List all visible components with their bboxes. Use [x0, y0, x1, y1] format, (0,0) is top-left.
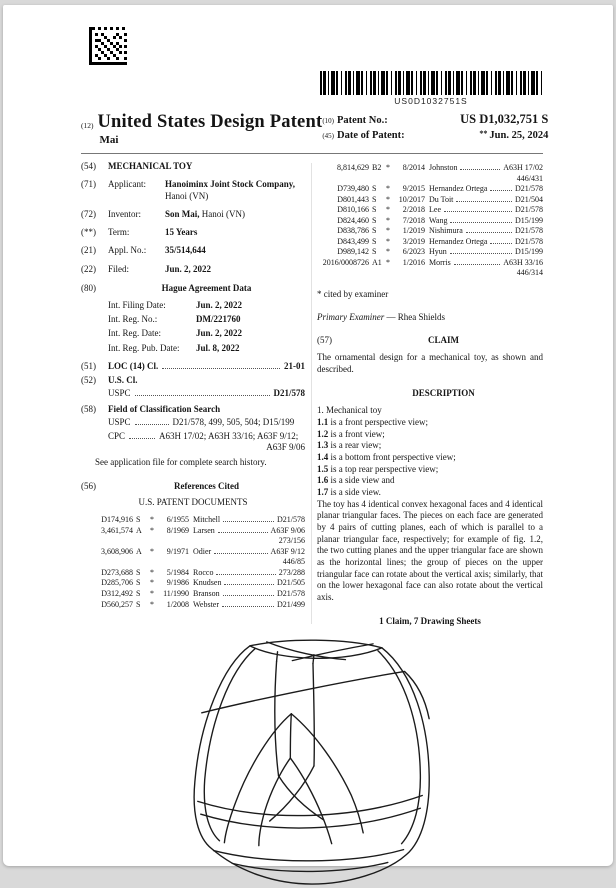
reference-row — [81, 578, 305, 589]
dot-leader — [162, 368, 280, 369]
date-prefix: ** — [479, 129, 488, 138]
ref-star: * — [150, 599, 154, 609]
ref-number: D843,499 — [337, 236, 369, 246]
appl-no-row — [81, 245, 305, 257]
reference-item — [81, 547, 305, 568]
figure-number: 1.5 — [317, 463, 329, 474]
ref-date: 8/1969 — [166, 525, 189, 535]
ref-date: 9/1971 — [166, 546, 189, 556]
ref-date: 8/2014 — [402, 163, 425, 172]
applicant-city: Hanoi (VN) — [165, 190, 209, 201]
right-column — [317, 161, 543, 628]
field-number: (**) — [81, 227, 96, 238]
claims-drawing-sheets-note: 1 Claim, 7 Drawing Sheets — [379, 615, 481, 626]
examiner-name: — Rhea Shields — [386, 311, 445, 322]
ref-name: Du Toit — [429, 194, 454, 204]
uspc-row — [108, 388, 305, 400]
reference-row — [81, 515, 305, 526]
ref-number: 3,608,906 — [101, 546, 133, 556]
ref-classification: D15/199 — [515, 215, 543, 225]
hague-row — [108, 343, 305, 355]
ref-classification: D21/578 — [277, 515, 305, 525]
ref-classification-2: 446/314 — [516, 268, 543, 278]
us-patent-documents-title: U.S. PATENT DOCUMENTS — [138, 497, 248, 508]
field-number: (58) — [81, 403, 96, 414]
field-uspc-row — [108, 417, 305, 429]
loc-class-row — [81, 361, 305, 373]
barcode-text: US0D1032751S — [394, 96, 468, 106]
ref-classification: A63H 17/02 — [503, 163, 543, 172]
field-cpc-value2: A63F 9/06 — [266, 442, 305, 453]
reference-row — [81, 526, 305, 537]
hague-row — [108, 328, 305, 340]
hague-title: Hague Agreement Data — [161, 283, 252, 294]
ref-kind: S — [372, 215, 377, 225]
ref-number: D739,480 — [337, 184, 369, 194]
ref-classification: D21/578 — [515, 205, 543, 215]
ref-kind: S — [136, 588, 141, 598]
figure-text: is a front view; — [330, 428, 385, 439]
ref-kind: S — [372, 226, 377, 236]
reference-item — [317, 247, 543, 258]
reference-row — [81, 589, 305, 600]
ref-date: 11/1990 — [163, 588, 189, 598]
ref-name: Larsen — [193, 525, 215, 535]
ref-classification: A63H 33/16 — [503, 257, 543, 267]
ref-name: Nishimura — [429, 226, 463, 236]
reference-item — [81, 515, 305, 526]
ref-number: 3,461,574 — [101, 525, 133, 535]
ref-classification: D21/578 — [277, 588, 305, 598]
figure-number: 1.1 — [317, 416, 329, 427]
ref-date: 6/2023 — [402, 247, 425, 257]
two-column-body — [81, 161, 543, 628]
header — [81, 112, 549, 146]
description-section-header — [317, 388, 543, 400]
applicant-value — [165, 179, 305, 202]
ref-name: Branson — [193, 588, 220, 598]
ref-number: D838,786 — [337, 226, 369, 236]
column-divider — [305, 161, 317, 628]
ref-classification: D21/578 — [515, 184, 543, 194]
dot-leader — [223, 521, 274, 522]
patent-title: United States Design Patent — [97, 112, 323, 132]
left-references-table — [81, 515, 305, 610]
figure-description-line — [317, 440, 543, 452]
ref-kind: B2 — [372, 163, 382, 172]
ref-date: 3/2019 — [402, 236, 425, 246]
examiner-label: Primary Examiner — [317, 311, 385, 322]
patent-number-value: US D1,032,751 S — [460, 112, 549, 126]
field-uspc-value: D21/578, 499, 505, 504; D15/199 — [172, 416, 295, 427]
ref-classification-2: 446/431 — [516, 173, 543, 183]
figure-description-line — [317, 452, 543, 464]
ref-star: * — [150, 588, 154, 598]
hague-row-label: Int. Filing Date: — [108, 300, 166, 310]
dot-leader — [223, 595, 274, 596]
reference-row — [81, 600, 305, 611]
dot-leader — [450, 222, 512, 223]
ref-date: 9/1986 — [166, 578, 189, 588]
claim-text: The ornamental design for a mechanical toy, as shown and described. — [317, 352, 543, 374]
uspc-value: D21/578 — [273, 388, 305, 399]
figure-description-list — [317, 417, 543, 499]
field-number: (22) — [81, 263, 96, 274]
dot-leader — [218, 532, 268, 533]
reference-row — [317, 195, 543, 206]
ref-star: * — [386, 194, 390, 204]
ref-star: * — [386, 236, 390, 246]
term-label: Term: — [108, 227, 130, 238]
term-row — [81, 227, 305, 239]
ref-classification: D21/578 — [515, 226, 543, 236]
field-number: (71) — [81, 179, 96, 190]
dot-leader — [224, 584, 274, 585]
ref-kind: S — [372, 236, 377, 246]
field-number: (51) — [81, 361, 96, 372]
ref-star: * — [386, 163, 390, 172]
ref-classification: D15/199 — [515, 247, 543, 257]
reference-item — [317, 195, 543, 206]
inventor-row — [81, 209, 305, 221]
figure-number: 1.3 — [317, 440, 329, 451]
hague-row-value: Jun. 2, 2022 — [196, 328, 243, 339]
reference-row — [317, 184, 543, 195]
patent-date-code: (45) — [322, 132, 334, 140]
inventor-label: Inventor: — [108, 209, 141, 220]
ref-star: * — [150, 525, 154, 535]
field-uspc-label: USPC — [108, 416, 131, 427]
ref-star: * — [386, 226, 390, 236]
reference-row — [81, 568, 305, 579]
reference-item — [317, 216, 543, 227]
hague-row-value: Jul. 8, 2022 — [196, 342, 240, 353]
ref-date: 1/2016 — [402, 257, 425, 267]
ref-name: Knudsen — [193, 578, 222, 588]
field-number — [317, 388, 344, 400]
figure-number: 1.6 — [317, 475, 329, 486]
appl-no-label: Appl. No.: — [108, 245, 147, 256]
ref-date: 2/2018 — [402, 205, 425, 215]
figure-text: is a side view and — [330, 475, 395, 486]
search-history-note: See application file for complete search history. — [95, 457, 267, 468]
hague-row — [108, 314, 305, 326]
reference-item — [317, 237, 543, 248]
document-sheet — [3, 5, 613, 866]
field-search-label: Field of Classification Search — [108, 403, 221, 414]
figure-drawing — [81, 636, 543, 888]
description-body: The toy has 4 identical convex hexagonal faces and 4 identical planar triangular faces. The pieces on each face are generated by 4 pairs of cutting planes, each of which is parallel to a planar triangular face, respectively; for example of fig. 1.2, the two cutting planes and the upper triangular face are shown as the horizontal lines; the group of pieces on the upper triangular face can rotate about the vertical axis; similarly, that on the lower hexagonal face can also rotate about the vertical axis. — [317, 498, 543, 603]
references-title: References Cited — [173, 480, 240, 491]
reference-row — [317, 163, 543, 174]
reference-item — [317, 184, 543, 195]
ref-star: * — [150, 578, 154, 588]
applicant-row — [81, 179, 305, 202]
field-number: (52) — [81, 375, 96, 386]
description-title: DESCRIPTION — [412, 388, 475, 399]
header-left — [81, 112, 322, 146]
reference-row — [317, 205, 543, 216]
figure-description-line — [317, 464, 543, 476]
filed-value: Jun. 2, 2022 — [165, 263, 212, 274]
dot-leader — [135, 395, 270, 396]
field-number: (56) — [81, 480, 96, 491]
reference-row — [317, 258, 543, 269]
reference-item — [81, 526, 305, 547]
invention-title: MECHANICAL TOY — [108, 161, 193, 171]
hague-section-header — [81, 283, 305, 295]
dot-leader — [490, 190, 512, 191]
hague-row-label: Int. Reg. Pub. Date: — [108, 342, 180, 353]
ref-number: D810,166 — [337, 205, 369, 215]
field-cpc-row — [108, 431, 305, 443]
ref-classification: A63F 9/12 — [270, 546, 305, 556]
ref-number: 8,814,629 — [337, 163, 369, 172]
primary-examiner-row — [317, 312, 543, 324]
ref-number: D989,142 — [337, 247, 369, 257]
reference-item — [317, 205, 543, 216]
figure-number: 1.4 — [317, 451, 329, 462]
field-search-row — [81, 404, 305, 416]
figure-number: 1.2 — [317, 428, 329, 439]
ref-number: D285,706 — [101, 578, 133, 588]
dot-leader — [454, 264, 500, 265]
hague-row-label: Int. Reg. No.: — [108, 314, 158, 325]
dot-leader — [129, 438, 155, 439]
ref-name: Mitchell — [193, 515, 221, 525]
ref-kind: A1 — [372, 257, 382, 267]
ref-classification: D21/505 — [277, 578, 305, 588]
figure-description-line — [317, 429, 543, 441]
title-block — [98, 112, 323, 146]
ref-name: Johnston — [429, 163, 458, 172]
ref-name: Morris — [429, 257, 451, 267]
filed-label: Filed: — [108, 263, 130, 274]
claim-section-header — [317, 335, 543, 347]
field-number: (54) — [81, 161, 96, 171]
dot-leader — [450, 253, 512, 254]
ref-classification-2: 273/156 — [278, 536, 305, 546]
figure-number: 1.7 — [317, 486, 329, 497]
ref-classification: D21/504 — [515, 194, 543, 204]
ref-classification: A63F 9/06 — [270, 525, 305, 535]
ref-name: Hernandez Ortega — [429, 184, 488, 194]
dot-leader — [444, 211, 512, 212]
ref-kind: S — [136, 515, 141, 525]
ref-star: * — [150, 515, 154, 525]
ref-number: 2016/0008726 — [322, 257, 369, 267]
ref-date: 7/2018 — [402, 215, 425, 225]
reference-row — [317, 237, 543, 248]
figure-description-line — [317, 417, 543, 429]
reference-item — [81, 568, 305, 579]
applicant-name: Hanoiminx Joint Stock Company, — [165, 179, 296, 190]
ref-name: Odier — [193, 546, 212, 556]
ref-kind: S — [136, 567, 141, 577]
ref-date: 1/2008 — [166, 599, 189, 609]
header-divider — [81, 153, 543, 154]
hague-row-label: Int. Reg. Date: — [108, 328, 161, 339]
cited-by-examiner-note: * cited by examiner — [317, 289, 389, 300]
right-references-table — [317, 163, 543, 279]
ref-number: D560,257 — [101, 599, 133, 609]
dot-leader — [135, 424, 169, 425]
ref-number: D273,688 — [101, 567, 133, 577]
ref-name: Lee — [429, 205, 441, 215]
uspc-label: USPC — [108, 388, 131, 399]
reference-row — [317, 226, 543, 237]
dot-leader — [216, 574, 275, 575]
dot-leader — [460, 169, 500, 170]
ref-number: D174,916 — [101, 515, 133, 525]
ref-date: 10/2017 — [398, 194, 425, 204]
dot-leader — [490, 243, 512, 244]
figure-text: is a top rear perspective view; — [330, 463, 439, 474]
ref-date: 1/2019 — [402, 226, 425, 236]
mechanical-toy-wireframe — [178, 636, 446, 888]
ref-classification: D21/578 — [515, 236, 543, 246]
reference-item — [81, 589, 305, 600]
reference-item — [317, 226, 543, 237]
date-text: Jun. 25, 2024 — [489, 130, 549, 141]
field-cpc-label: CPC — [108, 430, 126, 441]
ref-kind: A — [136, 525, 142, 535]
field-number: (57) — [317, 335, 332, 346]
ref-name: Webster — [193, 599, 220, 609]
hague-rows — [81, 300, 305, 354]
patent-date-label: Date of Patent: — [337, 130, 405, 141]
document-content — [3, 5, 613, 888]
dot-leader — [222, 606, 274, 607]
hague-row — [108, 300, 305, 312]
invention-title-row — [81, 161, 305, 173]
ref-name: Hernandez Ortega — [429, 236, 488, 246]
patent-number-code: (10) — [322, 117, 334, 125]
hague-row-value: DM/221760 — [196, 314, 241, 325]
figure-description-line — [317, 487, 543, 499]
reference-item — [317, 163, 543, 184]
ref-number: D824,460 — [337, 215, 369, 225]
ref-date: 6/1955 — [166, 515, 189, 525]
dot-leader — [456, 201, 512, 202]
ref-name: Wang — [429, 215, 448, 225]
ref-number: D801,443 — [337, 194, 369, 204]
ref-star: * — [386, 215, 390, 225]
term-value: 15 Years — [165, 227, 198, 238]
patent-date-row — [322, 129, 548, 141]
reference-row — [317, 247, 543, 258]
ref-date: 9/2015 — [402, 184, 425, 194]
kind-code-number: (12) — [81, 121, 94, 130]
barcode-icon — [320, 71, 542, 95]
reference-row — [317, 216, 543, 227]
field-cpc-value: A63H 17/02; A63H 33/16; A63F 9/12; — [159, 430, 299, 441]
loc-value: 21-01 — [284, 361, 305, 372]
inventor-name: Son Mai, — [165, 209, 200, 220]
inventor-surname: Mai — [99, 134, 119, 146]
ref-kind: S — [372, 205, 377, 215]
reference-row — [81, 547, 305, 558]
ref-classification-2: 446/85 — [282, 557, 305, 567]
us-class-row — [81, 375, 305, 387]
ref-classification: 273/288 — [278, 567, 305, 577]
ref-star: * — [386, 205, 390, 215]
inventor-value — [165, 209, 305, 221]
ref-star: * — [386, 247, 390, 257]
ref-number: D312,492 — [101, 588, 133, 598]
inventor-city: Hanoi (VN) — [201, 209, 246, 220]
claim-title: CLAIM — [428, 335, 459, 346]
ref-classification: D21/499 — [277, 599, 305, 609]
datamatrix-code-icon — [89, 27, 543, 67]
field-number: (21) — [81, 245, 96, 256]
patent-number-label: Patent No.: — [337, 115, 388, 126]
dot-leader — [214, 553, 267, 554]
dot-leader — [466, 232, 512, 233]
ref-star: * — [386, 257, 390, 267]
ref-kind: S — [372, 247, 377, 257]
applicant-label: Applicant: — [108, 179, 146, 190]
reference-item — [81, 578, 305, 589]
header-right — [322, 112, 548, 143]
figure-text: is a front perspective view; — [330, 416, 428, 427]
description-block — [317, 405, 543, 604]
loc-label: LOC (14) Cl. — [108, 361, 159, 372]
patent-date-value — [405, 129, 549, 141]
ref-kind: S — [372, 194, 377, 204]
ref-kind: S — [372, 184, 377, 194]
ref-date: 5/1984 — [166, 567, 189, 577]
references-section-header — [81, 481, 305, 493]
figure-text: is a rear view; — [330, 440, 382, 451]
ref-kind: S — [136, 578, 141, 588]
ref-star: * — [150, 567, 154, 577]
ref-kind: A — [136, 546, 142, 556]
us-class-label: U.S. Cl. — [108, 375, 138, 386]
figure-description-line — [317, 475, 543, 487]
ref-kind: S — [136, 599, 141, 609]
filed-row — [81, 264, 305, 276]
description-intro: 1. Mechanical toy — [317, 405, 382, 416]
ref-name: Hyun — [429, 247, 447, 257]
appl-no-value: 35/514,644 — [165, 245, 206, 256]
left-column — [81, 161, 305, 628]
hague-row-value: Jun. 2, 2022 — [196, 300, 243, 310]
figure-text: is a bottom front perspective view; — [330, 451, 456, 462]
barcode-block — [319, 71, 543, 106]
field-number: (80) — [81, 283, 96, 294]
figure-text: is a side view. — [330, 486, 381, 497]
field-number: (72) — [81, 209, 96, 220]
reference-item — [317, 258, 543, 279]
patent-number-row — [322, 112, 548, 127]
ref-star: * — [150, 546, 154, 556]
reference-item — [81, 600, 305, 611]
ref-star: * — [386, 184, 390, 194]
ref-name: Rocco — [193, 567, 214, 577]
